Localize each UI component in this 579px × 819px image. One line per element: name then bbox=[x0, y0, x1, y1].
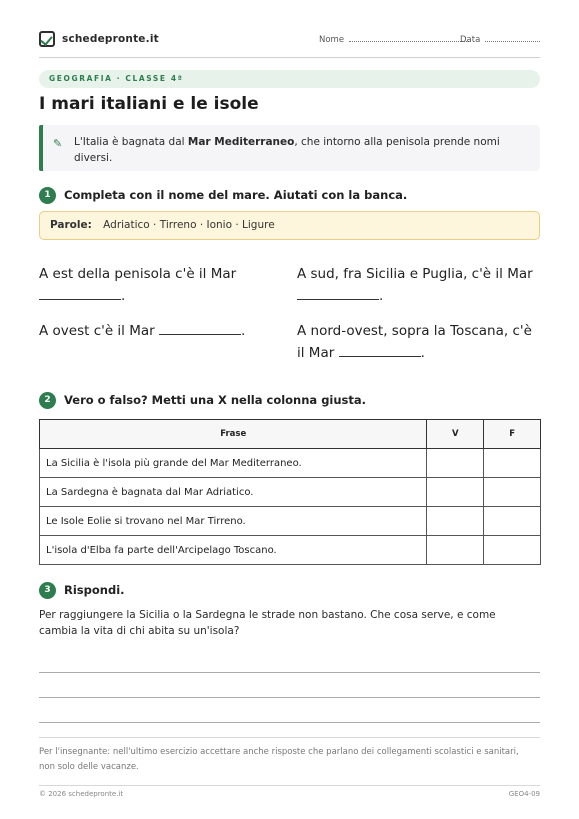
date-field[interactable] bbox=[460, 35, 540, 45]
exercise-3-number: 3 bbox=[39, 582, 56, 599]
fill-sentence-1: A est della penisola c'è il Mar . bbox=[39, 266, 237, 304]
word-bank-label: Parole: bbox=[50, 219, 92, 231]
name-field[interactable] bbox=[319, 35, 469, 45]
answer-line-3[interactable] bbox=[39, 722, 540, 723]
row-sentence: La Sicilia è l'isola più grande del Mar Mediterraneo. bbox=[40, 449, 427, 478]
name-label: Nome bbox=[319, 35, 345, 45]
table-row bbox=[40, 507, 541, 536]
pencil-icon: ✎ bbox=[53, 137, 63, 150]
table-row bbox=[40, 478, 541, 507]
subject-pill-text: GEOGRAFIA · CLASSE 4ª bbox=[49, 74, 184, 83]
answer-line-1[interactable] bbox=[39, 672, 540, 673]
row-sentence: Le Isole Eolie si trovano nel Mar Tirreno. bbox=[40, 507, 427, 536]
teacher-note: Per l'insegnante: nell'ultimo esercizio accettare anche risposte che parlano dei collegamenti scolastici e sanitari, non solo delle vacanze. bbox=[39, 747, 519, 772]
false-cell[interactable] bbox=[484, 507, 541, 536]
exercise-1-title: Completa con il nome del mare. Aiutati con la banca. bbox=[64, 188, 408, 202]
true-cell[interactable] bbox=[427, 536, 484, 565]
exercise-2-title: Vero o falso? Metti una X nella colonna giusta. bbox=[64, 393, 367, 407]
row-sentence: La Sardegna è bagnata dal Mar Adriatico. bbox=[40, 478, 427, 507]
note-divider bbox=[39, 737, 540, 738]
row-sentence: L'isola d'Elba fa parte dell'Arcipelago Toscano. bbox=[40, 536, 427, 565]
footer-divider bbox=[39, 785, 540, 786]
footer-copyright: © 2026 schedepronte.it bbox=[39, 790, 124, 798]
header-divider bbox=[39, 57, 540, 58]
blank-1[interactable] bbox=[39, 285, 121, 300]
false-cell[interactable] bbox=[484, 536, 541, 565]
blank-4[interactable] bbox=[339, 342, 421, 357]
answer-line-2[interactable] bbox=[39, 697, 540, 698]
true-cell[interactable] bbox=[427, 507, 484, 536]
fill-sentence-4: A nord-ovest, sopra la Toscana, c'è il Mar . bbox=[297, 323, 532, 361]
true-cell[interactable] bbox=[427, 449, 484, 478]
word-bank-text bbox=[50, 219, 275, 231]
col-header-false: F bbox=[484, 420, 541, 449]
col-header-sentence: Frase bbox=[40, 420, 427, 449]
true-cell[interactable] bbox=[427, 478, 484, 507]
blank-2[interactable] bbox=[297, 285, 379, 300]
table-row bbox=[40, 449, 541, 478]
fill-sentence-3: A ovest c'è il Mar . bbox=[39, 320, 284, 342]
false-cell[interactable] bbox=[484, 449, 541, 478]
table-row bbox=[40, 536, 541, 565]
exercise-1-number: 1 bbox=[39, 187, 56, 204]
false-cell[interactable] bbox=[484, 478, 541, 507]
intro-highlight: Mar Mediterraneo bbox=[187, 136, 295, 148]
fill-sentence-2: A sud, fra Sicilia e Puglia, c'è il Mar . bbox=[297, 266, 533, 304]
col-header-true: V bbox=[427, 420, 484, 449]
exercise-2-number: 2 bbox=[39, 392, 56, 409]
intro-accent-bar bbox=[39, 125, 43, 171]
blank-3[interactable] bbox=[159, 320, 241, 335]
footer-code: GEO4-09 bbox=[508, 790, 540, 798]
brand-name: schedepronte.it bbox=[62, 33, 159, 45]
date-label: Data bbox=[460, 35, 481, 45]
exercise-3-question: Per raggiungere la Sicilia o la Sardegna le strade non bastano. Che cosa serve, e come cambia la vita di chi abita su un'isola? bbox=[39, 609, 496, 637]
true-false-table bbox=[39, 419, 541, 565]
page-title: I mari italiani e le isole bbox=[39, 94, 259, 114]
exercise-3-title: Rispondi. bbox=[64, 583, 125, 597]
word-bank-words: Adriatico · Tirreno · Ionio · Ligure bbox=[103, 219, 275, 231]
intro-text: L'Italia è bagnata dal Mar Mediterraneo, che intorno alla penisola prende nomi diversi. bbox=[74, 136, 500, 164]
